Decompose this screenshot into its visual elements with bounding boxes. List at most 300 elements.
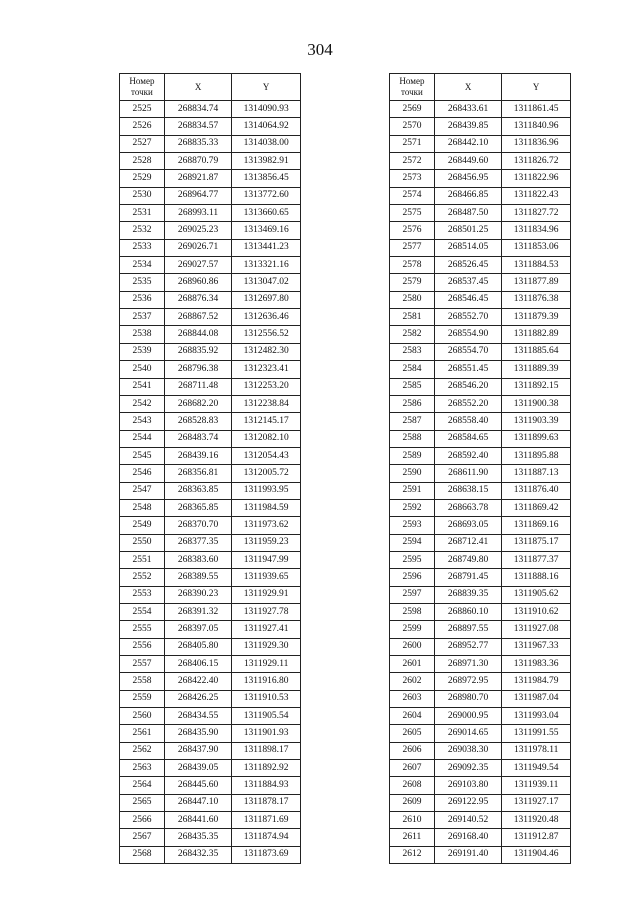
x-coordinate-cell: 268554.90 (434, 326, 501, 343)
y-coordinate-cell: 1314090.93 (232, 101, 301, 118)
y-coordinate-cell: 1311879.39 (502, 309, 571, 326)
y-coordinate-cell: 1313856.45 (232, 170, 301, 187)
x-coordinate-cell: 268439.05 (164, 760, 231, 777)
y-coordinate-cell: 1312082.10 (232, 430, 301, 447)
x-coordinate-cell: 268487.50 (434, 205, 501, 222)
y-coordinate-cell: 1311929.30 (232, 638, 301, 655)
point-number-cell: 2533 (120, 239, 165, 256)
x-coordinate-cell: 268870.79 (164, 153, 231, 170)
x-coordinate-cell: 268390.23 (164, 586, 231, 603)
table-row (120, 725, 301, 742)
x-coordinate-cell: 268433.61 (434, 101, 501, 118)
point-number-cell: 2568 (120, 846, 165, 863)
y-coordinate-cell: 1311887.13 (502, 465, 571, 482)
point-number-cell: 2542 (120, 395, 165, 412)
y-coordinate-cell: 1313321.16 (232, 257, 301, 274)
y-coordinate-cell: 1311869.42 (502, 499, 571, 516)
y-coordinate-cell: 1311991.55 (502, 725, 571, 742)
x-coordinate-cell: 268554.70 (434, 343, 501, 360)
point-number-cell: 2571 (390, 135, 435, 152)
coordinates-table-left (119, 73, 301, 864)
y-coordinate-cell: 1311898.17 (232, 742, 301, 759)
x-coordinate-cell: 268711.48 (164, 378, 231, 395)
y-coordinate-cell: 1311910.53 (232, 690, 301, 707)
x-coordinate-cell: 268552.70 (434, 309, 501, 326)
y-coordinate-cell: 1311983.36 (502, 656, 571, 673)
x-coordinate-cell: 268442.10 (434, 135, 501, 152)
table-row (390, 239, 571, 256)
table-row (120, 465, 301, 482)
x-coordinate-cell: 269092.35 (434, 760, 501, 777)
point-number-cell: 2559 (120, 690, 165, 707)
table-row (390, 257, 571, 274)
point-number-cell: 2598 (390, 603, 435, 620)
table-row (390, 101, 571, 118)
y-coordinate-cell: 1311884.53 (502, 257, 571, 274)
point-number-cell: 2582 (390, 326, 435, 343)
x-coordinate-cell: 268834.74 (164, 101, 231, 118)
x-coordinate-cell: 268356.81 (164, 465, 231, 482)
x-coordinate-cell: 268980.70 (434, 690, 501, 707)
y-coordinate-cell: 1311927.08 (502, 621, 571, 638)
point-number-cell: 2590 (390, 465, 435, 482)
point-number-cell: 2601 (390, 656, 435, 673)
point-number-cell: 2607 (390, 760, 435, 777)
point-number-cell: 2541 (120, 378, 165, 395)
y-coordinate-cell: 1311984.79 (502, 673, 571, 690)
table-row (390, 794, 571, 811)
table-row (120, 395, 301, 412)
point-number-cell: 2611 (390, 829, 435, 846)
point-number-cell: 2609 (390, 794, 435, 811)
x-coordinate-cell: 268682.20 (164, 395, 231, 412)
x-coordinate-cell: 269122.95 (434, 794, 501, 811)
y-coordinate-cell: 1312636.46 (232, 309, 301, 326)
table-row (120, 569, 301, 586)
table-row (390, 656, 571, 673)
table-row (390, 291, 571, 308)
x-coordinate-cell: 268439.85 (434, 118, 501, 135)
table-row (390, 395, 571, 412)
y-coordinate-cell: 1311916.80 (232, 673, 301, 690)
point-number-cell: 2536 (120, 291, 165, 308)
table-row (120, 135, 301, 152)
x-coordinate-cell: 268391.32 (164, 603, 231, 620)
point-number-cell: 2554 (120, 603, 165, 620)
point-number-cell: 2612 (390, 846, 435, 863)
x-coordinate-cell: 268964.77 (164, 187, 231, 204)
x-coordinate-cell: 268712.41 (434, 534, 501, 551)
table-row (390, 465, 571, 482)
table-row (120, 430, 301, 447)
table-row (390, 603, 571, 620)
x-coordinate-cell: 268389.55 (164, 569, 231, 586)
table-row (390, 586, 571, 603)
table-header-row (390, 74, 571, 101)
y-coordinate-cell: 1311993.04 (502, 708, 571, 725)
x-coordinate-cell: 268993.11 (164, 205, 231, 222)
point-number-cell: 2547 (120, 482, 165, 499)
y-coordinate-cell: 1311874.94 (232, 829, 301, 846)
x-coordinate-cell: 268439.16 (164, 447, 231, 464)
point-number-cell: 2538 (120, 326, 165, 343)
y-coordinate-cell: 1313441.23 (232, 239, 301, 256)
table-row (390, 274, 571, 291)
y-coordinate-cell: 1311822.43 (502, 187, 571, 204)
x-coordinate-cell: 269025.23 (164, 222, 231, 239)
y-coordinate-cell: 1311889.39 (502, 361, 571, 378)
point-number-cell: 2527 (120, 135, 165, 152)
table-row (390, 690, 571, 707)
y-coordinate-cell: 1311987.04 (502, 690, 571, 707)
table-row (390, 447, 571, 464)
table-row (120, 499, 301, 516)
table-row (390, 187, 571, 204)
y-coordinate-cell: 1311939.11 (502, 777, 571, 794)
x-coordinate-cell: 268867.52 (164, 309, 231, 326)
x-coordinate-cell: 268501.25 (434, 222, 501, 239)
point-number-cell: 2551 (120, 551, 165, 568)
point-number-cell: 2543 (120, 413, 165, 430)
y-coordinate-cell: 1311876.38 (502, 291, 571, 308)
x-coordinate-cell: 268839.35 (434, 586, 501, 603)
table-row (390, 569, 571, 586)
x-coordinate-cell: 268796.38 (164, 361, 231, 378)
point-number-cell: 2525 (120, 101, 165, 118)
y-coordinate-cell: 1311826.72 (502, 153, 571, 170)
table-row (120, 413, 301, 430)
table-row (390, 205, 571, 222)
x-coordinate-cell: 269000.95 (434, 708, 501, 725)
x-coordinate-cell: 268456.95 (434, 170, 501, 187)
y-coordinate-cell: 1311873.69 (232, 846, 301, 863)
point-number-cell: 2545 (120, 447, 165, 464)
x-coordinate-cell: 268897.55 (434, 621, 501, 638)
y-coordinate-cell: 1311892.15 (502, 378, 571, 395)
y-coordinate-cell: 1312238.84 (232, 395, 301, 412)
point-number-cell: 2600 (390, 638, 435, 655)
point-number-cell: 2572 (390, 153, 435, 170)
y-coordinate-cell: 1314038.00 (232, 135, 301, 152)
table-row (390, 673, 571, 690)
table-row (390, 829, 571, 846)
point-number-cell: 2561 (120, 725, 165, 742)
x-coordinate-cell: 268960.86 (164, 274, 231, 291)
table-row (120, 812, 301, 829)
y-coordinate-cell: 1311912.87 (502, 829, 571, 846)
table-row (390, 777, 571, 794)
table-row (120, 222, 301, 239)
table-row (390, 812, 571, 829)
y-coordinate-cell: 1311892.92 (232, 760, 301, 777)
point-number-cell: 2599 (390, 621, 435, 638)
x-coordinate-cell: 268537.45 (434, 274, 501, 291)
point-number-cell: 2573 (390, 170, 435, 187)
x-coordinate-cell: 268449.60 (434, 153, 501, 170)
table-row (390, 170, 571, 187)
x-coordinate-cell: 268426.25 (164, 690, 231, 707)
y-coordinate-cell: 1312697.80 (232, 291, 301, 308)
y-coordinate-cell: 1311993.95 (232, 482, 301, 499)
point-number-cell: 2535 (120, 274, 165, 291)
x-coordinate-cell: 268432.35 (164, 846, 231, 863)
x-coordinate-cell: 268834.57 (164, 118, 231, 135)
y-coordinate-cell: 1311903.39 (502, 413, 571, 430)
table-row (390, 430, 571, 447)
point-number-cell: 2592 (390, 499, 435, 516)
column-header-point-number: Номер точки (120, 74, 165, 101)
y-coordinate-cell: 1311927.78 (232, 603, 301, 620)
y-coordinate-cell: 1311822.96 (502, 170, 571, 187)
point-number-cell: 2576 (390, 222, 435, 239)
y-coordinate-cell: 1311939.65 (232, 569, 301, 586)
point-number-cell: 2581 (390, 309, 435, 326)
table-row (390, 413, 571, 430)
table-row (120, 447, 301, 464)
table-row (120, 551, 301, 568)
table-row (120, 291, 301, 308)
point-number-cell: 2580 (390, 291, 435, 308)
point-number-cell: 2606 (390, 742, 435, 759)
x-coordinate-cell: 268435.90 (164, 725, 231, 742)
x-coordinate-cell: 268434.55 (164, 708, 231, 725)
y-coordinate-cell: 1311827.72 (502, 205, 571, 222)
point-number-cell: 2556 (120, 638, 165, 655)
y-coordinate-cell: 1311877.89 (502, 274, 571, 291)
y-coordinate-cell: 1313660.65 (232, 205, 301, 222)
y-coordinate-cell: 1311840.96 (502, 118, 571, 135)
table-row (120, 656, 301, 673)
y-coordinate-cell: 1312054.43 (232, 447, 301, 464)
point-number-cell: 2594 (390, 534, 435, 551)
point-number-cell: 2583 (390, 343, 435, 360)
y-coordinate-cell: 1311947.99 (232, 551, 301, 568)
column-header-x: X (434, 74, 501, 101)
table-row (120, 794, 301, 811)
table-row (120, 343, 301, 360)
y-coordinate-cell: 1311978.11 (502, 742, 571, 759)
point-number-cell: 2552 (120, 569, 165, 586)
x-coordinate-cell: 268552.20 (434, 395, 501, 412)
point-number-cell: 2531 (120, 205, 165, 222)
point-number-cell: 2591 (390, 482, 435, 499)
column-header-x: X (164, 74, 231, 101)
y-coordinate-cell: 1311905.62 (502, 586, 571, 603)
x-coordinate-cell: 268377.35 (164, 534, 231, 551)
point-number-cell: 2548 (120, 499, 165, 516)
y-coordinate-cell: 1311878.17 (232, 794, 301, 811)
table-row (120, 361, 301, 378)
table-header-row (120, 74, 301, 101)
y-coordinate-cell: 1311905.54 (232, 708, 301, 725)
x-coordinate-cell: 268584.65 (434, 430, 501, 447)
x-coordinate-cell: 268835.92 (164, 343, 231, 360)
table-row (390, 222, 571, 239)
x-coordinate-cell: 269027.57 (164, 257, 231, 274)
y-coordinate-cell: 1311853.06 (502, 239, 571, 256)
point-number-cell: 2526 (120, 118, 165, 135)
x-coordinate-cell: 268663.78 (434, 499, 501, 516)
table-row (390, 551, 571, 568)
point-number-cell: 2562 (120, 742, 165, 759)
point-number-cell: 2566 (120, 812, 165, 829)
x-coordinate-cell: 268370.70 (164, 517, 231, 534)
y-coordinate-cell: 1311871.69 (232, 812, 301, 829)
column-header-point-number: Номер точки (390, 74, 435, 101)
table-row (120, 829, 301, 846)
y-coordinate-cell: 1311900.38 (502, 395, 571, 412)
y-coordinate-cell: 1311901.93 (232, 725, 301, 742)
point-number-cell: 2586 (390, 395, 435, 412)
x-coordinate-cell: 268835.33 (164, 135, 231, 152)
table-row (390, 153, 571, 170)
table-row (390, 499, 571, 516)
table-row (390, 361, 571, 378)
x-coordinate-cell: 268445.60 (164, 777, 231, 794)
table-row (120, 482, 301, 499)
x-coordinate-cell: 269038.30 (434, 742, 501, 759)
point-number-cell: 2544 (120, 430, 165, 447)
y-coordinate-cell: 1311967.33 (502, 638, 571, 655)
table-row (390, 118, 571, 135)
table-row (390, 708, 571, 725)
table-row (120, 534, 301, 551)
table-row (120, 205, 301, 222)
point-number-cell: 2532 (120, 222, 165, 239)
table-row (120, 274, 301, 291)
y-coordinate-cell: 1311929.91 (232, 586, 301, 603)
table-row (120, 603, 301, 620)
point-number-cell: 2530 (120, 187, 165, 204)
x-coordinate-cell: 268952.77 (434, 638, 501, 655)
table-row (390, 482, 571, 499)
y-coordinate-cell: 1311884.93 (232, 777, 301, 794)
y-coordinate-cell: 1311949.54 (502, 760, 571, 777)
point-number-cell: 2528 (120, 153, 165, 170)
x-coordinate-cell: 268405.80 (164, 638, 231, 655)
x-coordinate-cell: 268435.35 (164, 829, 231, 846)
point-number-cell: 2578 (390, 257, 435, 274)
y-coordinate-cell: 1311888.16 (502, 569, 571, 586)
point-number-cell: 2553 (120, 586, 165, 603)
y-coordinate-cell: 1311861.45 (502, 101, 571, 118)
point-number-cell: 2595 (390, 551, 435, 568)
x-coordinate-cell: 268749.80 (434, 551, 501, 568)
x-coordinate-cell: 268406.15 (164, 656, 231, 673)
table-row (390, 135, 571, 152)
table-row (120, 777, 301, 794)
point-number-cell: 2549 (120, 517, 165, 534)
y-coordinate-cell: 1311876.40 (502, 482, 571, 499)
point-number-cell: 2597 (390, 586, 435, 603)
table-row (390, 760, 571, 777)
x-coordinate-cell: 269191.40 (434, 846, 501, 863)
point-number-cell: 2596 (390, 569, 435, 586)
x-coordinate-cell: 268921.87 (164, 170, 231, 187)
y-coordinate-cell: 1311895.88 (502, 447, 571, 464)
point-number-cell: 2558 (120, 673, 165, 690)
point-number-cell: 2585 (390, 378, 435, 395)
point-number-cell: 2560 (120, 708, 165, 725)
point-number-cell: 2565 (120, 794, 165, 811)
point-number-cell: 2540 (120, 361, 165, 378)
x-coordinate-cell: 268971.30 (434, 656, 501, 673)
y-coordinate-cell: 1312482.30 (232, 343, 301, 360)
table-row (390, 534, 571, 551)
point-number-cell: 2593 (390, 517, 435, 534)
y-coordinate-cell: 1311929.11 (232, 656, 301, 673)
x-coordinate-cell: 269026.71 (164, 239, 231, 256)
point-number-cell: 2563 (120, 760, 165, 777)
x-coordinate-cell: 268972.95 (434, 673, 501, 690)
table-row (390, 742, 571, 759)
y-coordinate-cell: 1311920.48 (502, 812, 571, 829)
table-row (120, 309, 301, 326)
x-coordinate-cell: 268876.34 (164, 291, 231, 308)
point-number-cell: 2604 (390, 708, 435, 725)
x-coordinate-cell: 268558.40 (434, 413, 501, 430)
x-coordinate-cell: 269014.65 (434, 725, 501, 742)
y-coordinate-cell: 1312005.72 (232, 465, 301, 482)
x-coordinate-cell: 268526.45 (434, 257, 501, 274)
x-coordinate-cell: 268693.05 (434, 517, 501, 534)
point-number-cell: 2555 (120, 621, 165, 638)
x-coordinate-cell: 268363.85 (164, 482, 231, 499)
x-coordinate-cell: 268447.10 (164, 794, 231, 811)
x-coordinate-cell: 268441.60 (164, 812, 231, 829)
y-coordinate-cell: 1313772.60 (232, 187, 301, 204)
table-row (390, 343, 571, 360)
x-coordinate-cell: 268422.40 (164, 673, 231, 690)
table-row (120, 846, 301, 863)
x-coordinate-cell: 269168.40 (434, 829, 501, 846)
x-coordinate-cell: 268397.05 (164, 621, 231, 638)
y-coordinate-cell: 1312323.41 (232, 361, 301, 378)
x-coordinate-cell: 268638.15 (434, 482, 501, 499)
point-number-cell: 2529 (120, 170, 165, 187)
y-coordinate-cell: 1312556.52 (232, 326, 301, 343)
y-coordinate-cell: 1313047.02 (232, 274, 301, 291)
y-coordinate-cell: 1311834.96 (502, 222, 571, 239)
x-coordinate-cell: 268466.85 (434, 187, 501, 204)
table-row (120, 621, 301, 638)
x-coordinate-cell: 268551.45 (434, 361, 501, 378)
x-coordinate-cell: 269140.52 (434, 812, 501, 829)
point-number-cell: 2564 (120, 777, 165, 794)
point-number-cell: 2577 (390, 239, 435, 256)
y-coordinate-cell: 1313469.16 (232, 222, 301, 239)
point-number-cell: 2557 (120, 656, 165, 673)
point-number-cell: 2575 (390, 205, 435, 222)
table-row (390, 378, 571, 395)
point-number-cell: 2550 (120, 534, 165, 551)
y-coordinate-cell: 1312253.20 (232, 378, 301, 395)
y-coordinate-cell: 1311836.96 (502, 135, 571, 152)
x-coordinate-cell: 268528.83 (164, 413, 231, 430)
table-body-left (120, 101, 301, 864)
x-coordinate-cell: 268383.60 (164, 551, 231, 568)
table-row (120, 326, 301, 343)
table-row (120, 378, 301, 395)
table-row (120, 239, 301, 256)
x-coordinate-cell: 268437.90 (164, 742, 231, 759)
point-number-cell: 2546 (120, 465, 165, 482)
point-number-cell: 2587 (390, 413, 435, 430)
table-row (120, 257, 301, 274)
x-coordinate-cell: 268546.20 (434, 378, 501, 395)
table-row (120, 101, 301, 118)
x-coordinate-cell: 268483.74 (164, 430, 231, 447)
